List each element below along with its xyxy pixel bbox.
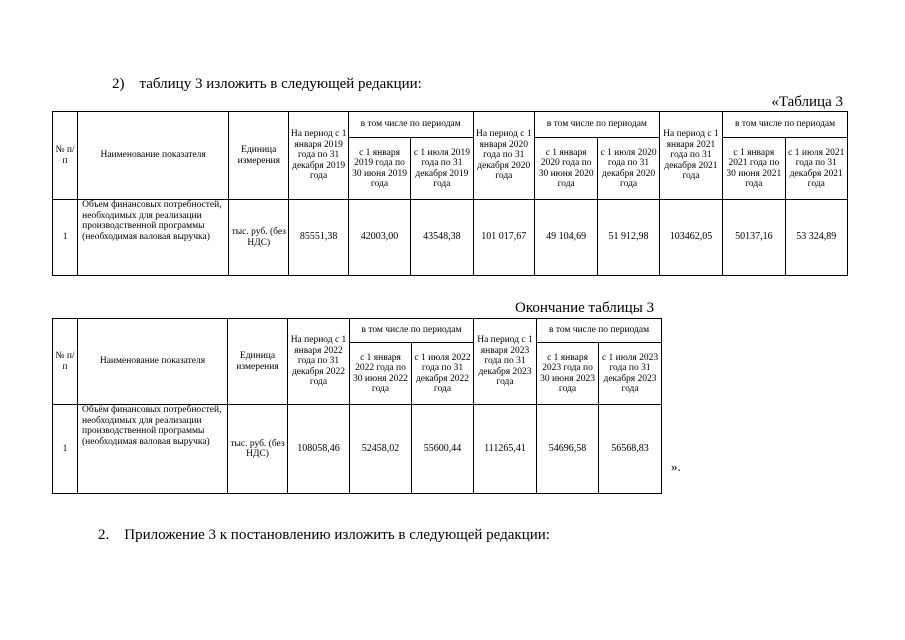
header-half-year: с 1 июля 2019 года по 31 декабря 2019 года: [411, 138, 473, 200]
table1: [52, 111, 848, 276]
header-period-total: На период с 1 января 2022 года по 31 декабря 2022 года: [288, 319, 350, 405]
row-value: 50137,16: [723, 200, 785, 276]
header-subgroup: в том числе по периодам: [350, 319, 474, 343]
header-subgroup: в том числе по периодам: [723, 112, 848, 138]
header-half-year: с 1 июля 2023 года по 31 декабря 2023 года: [599, 343, 662, 405]
row-unit: тыс. руб. (без НДС): [229, 200, 289, 276]
row-num: 1: [53, 200, 78, 276]
header-half-year: с 1 января 2022 года по 30 июня 2022 года: [350, 343, 412, 405]
header-subgroup: в том числе по периодам: [534, 112, 659, 138]
appendix-paragraph: 2. Приложение 3 к постановлению изложить в следующей редакции:: [98, 527, 550, 543]
row-name: Объём финансовых потребностей, необходимых для реализации производственной программы (необходимая валовая выручка): [78, 405, 228, 494]
header-num: № п/п: [53, 319, 78, 405]
row-value: 55600,44: [412, 405, 474, 494]
header-num: № п/п: [53, 112, 78, 200]
header-half-year: с 1 июля 2021 года по 31 декабря 2021 года: [785, 138, 847, 200]
row-value: 108058,46: [288, 405, 350, 494]
table2: [52, 318, 662, 494]
row-value: 43548,38: [411, 200, 473, 276]
table1-header-row-1: [53, 112, 848, 138]
header-half-year: с 1 июля 2020 года по 31 декабря 2020 года: [598, 138, 659, 200]
row-unit: тыс. руб. (без НДС): [228, 405, 288, 494]
table1-caption: «Таблица 3: [771, 94, 843, 110]
header-name: Наименование показателя: [78, 319, 228, 405]
table-row: [53, 405, 662, 494]
header-half-year: с 1 января 2020 года по 30 июня 2020 года: [534, 138, 597, 200]
header-half-year: с 1 июля 2022 года по 31 декабря 2022 года: [412, 343, 474, 405]
header-period-total: На период с 1 января 2020 года по 31 декабря 2020 года: [473, 112, 534, 200]
header-period-total: На период с 1 января 2023 года по 31 декабря 2023 года: [474, 319, 537, 405]
row-value: 51 912,98: [598, 200, 659, 276]
table2-header-row-1: [53, 319, 662, 343]
header-half-year: с 1 января 2019 года по 30 июня 2019 года: [348, 138, 410, 200]
header-half-year: с 1 января 2021 года по 30 июня 2021 года: [723, 138, 785, 200]
row-value: 49 104,69: [534, 200, 597, 276]
row-value: 54696,58: [537, 405, 599, 494]
header-period-total: На период с 1 января 2021 года по 31 декабря 2021 года: [659, 112, 722, 200]
row-value: 42003,00: [348, 200, 410, 276]
row-value: 56568,83: [599, 405, 662, 494]
header-name: Наименование показателя: [78, 112, 229, 200]
table-row: [53, 200, 848, 276]
header-subgroup: в том числе по периодам: [348, 112, 473, 138]
closing-quote: ».: [671, 459, 681, 474]
header-unit: Единица измерения: [228, 319, 288, 405]
table2-caption: Окончание таблицы 3: [515, 300, 655, 316]
header-unit: Единица измерения: [229, 112, 289, 200]
row-value: 111265,41: [474, 405, 537, 494]
row-value: 53 324,89: [785, 200, 847, 276]
row-name: Объем финансовых потребностей, необходимых для реализации производственной программы (необходимая валовая выручка): [78, 200, 229, 276]
header-half-year: с 1 января 2023 года по 30 июня 2023 года: [537, 343, 599, 405]
row-num: 1: [53, 405, 78, 494]
header-period-total: На период с 1 января 2019 года по 31 декабря 2019 года: [289, 112, 348, 200]
row-value: 52458,02: [350, 405, 412, 494]
row-value: 101 017,67: [473, 200, 534, 276]
row-value: 85551,38: [289, 200, 348, 276]
intro-paragraph: 2) таблицу 3 изложить в следующей редакции:: [112, 76, 422, 92]
row-value: 103462,05: [659, 200, 722, 276]
header-subgroup: в том числе по периодам: [537, 319, 662, 343]
